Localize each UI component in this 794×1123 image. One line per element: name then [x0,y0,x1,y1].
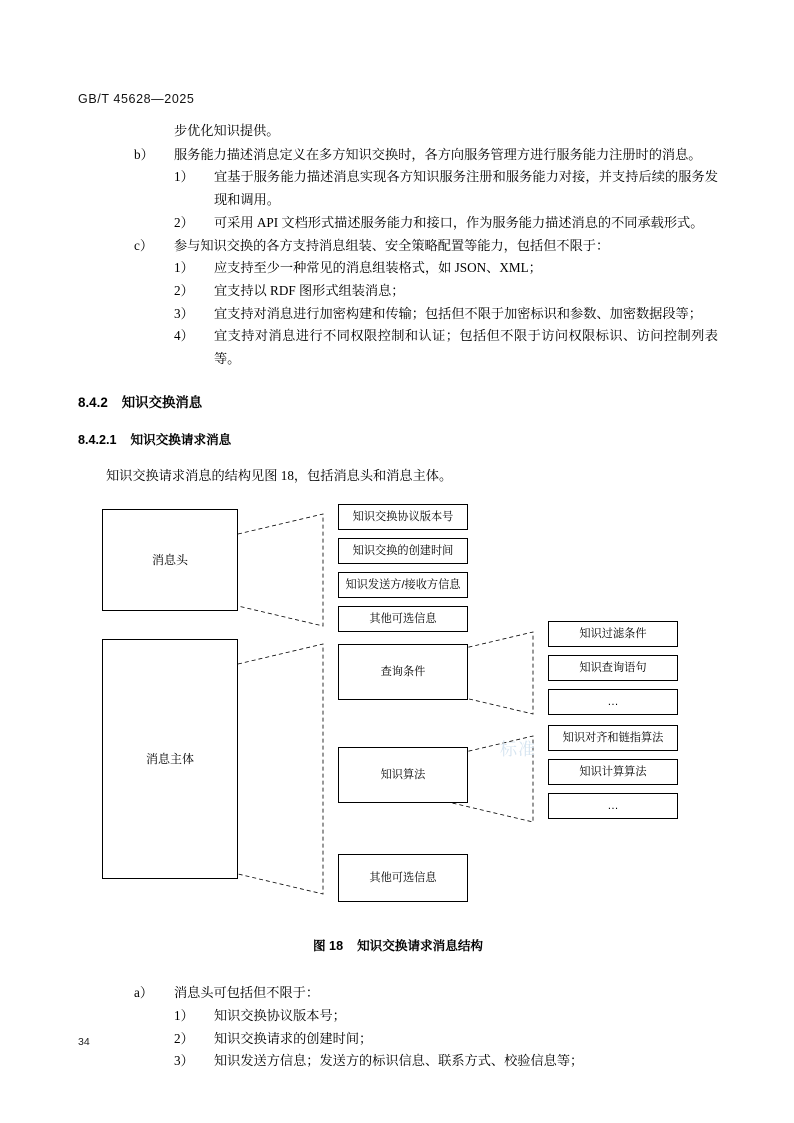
figure-caption-label: 图 18 [312,939,344,954]
list-item-b-1 [78,166,718,211]
list-text: 消息头可包括但不限于： [174,985,320,1001]
figure-node-message-body: 消息主体 [102,639,238,879]
list-item-c-4 [78,325,718,370]
list-marker: b） [134,146,154,162]
list-text: 知识交换协议版本号； [214,1007,346,1023]
list-item-c-1 [78,257,718,280]
figure-node-algorithm-child-2: 知识计算算法 [548,759,678,785]
page-number: 34 [78,1036,90,1048]
figure-caption [78,936,718,958]
figure-18 [78,504,718,954]
list-item-c-2 [78,280,718,303]
list-marker: 3） [174,1053,194,1069]
watermark: 标准 [500,740,536,759]
list-item-c-3 [78,303,718,326]
figure-caption-text: 知识交换请求消息结构 [357,939,484,954]
figure-node-query-conditions: 查询条件 [338,644,468,700]
figure-node-header-child-2: 知识交换的创建时间 [338,538,468,564]
list-text: 知识发送方信息；发送方的标识信息、联系方式、校验信息等； [214,1053,584,1069]
subsection-intro: 知识交换请求消息的结构见图 18，包括消息头和消息主体。 [106,468,453,484]
figure-node-query-child-3: … [548,689,678,715]
section-title: 知识交换消息 [121,394,203,410]
list-item-c [78,235,718,258]
list-marker: 2） [174,214,194,230]
list-marker: 2） [174,282,194,298]
continuation-paragraph: 步优化知识提供。 [174,123,280,138]
list-marker: 1） [174,1007,194,1023]
list-text: 宜支持对消息进行加密构建和传输；包括但不限于加密标识和参数、加密数据段等； [214,305,702,321]
list-text: 宜支持对消息进行不同权限控制和认证；包括但不限于访问权限标识、访问控制列表等。 [214,328,718,367]
list-marker: 2） [174,1030,194,1046]
subsection-heading [78,430,718,452]
section-heading [78,391,718,414]
page-header: GB/T 45628—2025 [78,92,195,106]
list-item-a-1 [78,1005,718,1028]
list-text: 可采用 API 文档形式描述服务能力和接口，作为服务能力描述消息的不同承载形式。 [214,214,704,230]
page-content [78,120,718,1073]
list-text: 服务能力描述消息定义在多方知识交换时，各方向服务管理方进行服务能力注册时的消息。 [174,146,702,162]
figure-node-algorithm-child-1: 知识对齐和链指算法 [548,725,678,751]
figure-node-knowledge-algorithm: 知识算法 [338,747,468,803]
list-text: 知识交换请求的创建时间； [214,1030,373,1046]
list-text: 宜支持以 RDF 图形式组装消息； [214,282,405,298]
list-text: 参与知识交换的各方支持消息组装、安全策略配置等能力，包括但不限于： [174,237,610,253]
list-item-a [78,982,718,1005]
subsection-number: 8.4.2.1 [78,432,117,447]
list-marker: a） [134,985,154,1001]
list-item-b-2 [78,212,718,235]
figure-node-message-header: 消息头 [102,509,238,611]
list-marker: 1） [174,169,194,185]
list-marker: c） [134,237,154,253]
list-marker: 3） [174,305,194,321]
subsection-title: 知识交换请求消息 [130,432,232,447]
figure-node-body-other-info: 其他可选信息 [338,854,468,902]
figure-node-header-child-4: 其他可选信息 [338,606,468,632]
figure-node-algorithm-child-3: … [548,793,678,819]
list-item-b [78,144,718,167]
list-text: 应支持至少一种常见的消息组装格式，如 JSON、XML； [214,260,542,276]
list-item-a-2 [78,1028,718,1051]
section-number: 8.4.2 [78,394,108,410]
figure-node-header-child-3: 知识发送方/接收方信息 [338,572,468,598]
list-item-a-3 [78,1050,718,1073]
list-text: 宜基于服务能力描述消息实现各方知识服务注册和服务能力对接，并支持后续的服务发现和调用。 [214,169,718,208]
list-marker: 4） [174,328,194,344]
figure-node-query-child-1: 知识过滤条件 [548,621,678,647]
list-marker: 1） [174,260,194,276]
figure-node-header-child-1: 知识交换协议版本号 [338,504,468,530]
figure-node-query-child-2: 知识查询语句 [548,655,678,681]
